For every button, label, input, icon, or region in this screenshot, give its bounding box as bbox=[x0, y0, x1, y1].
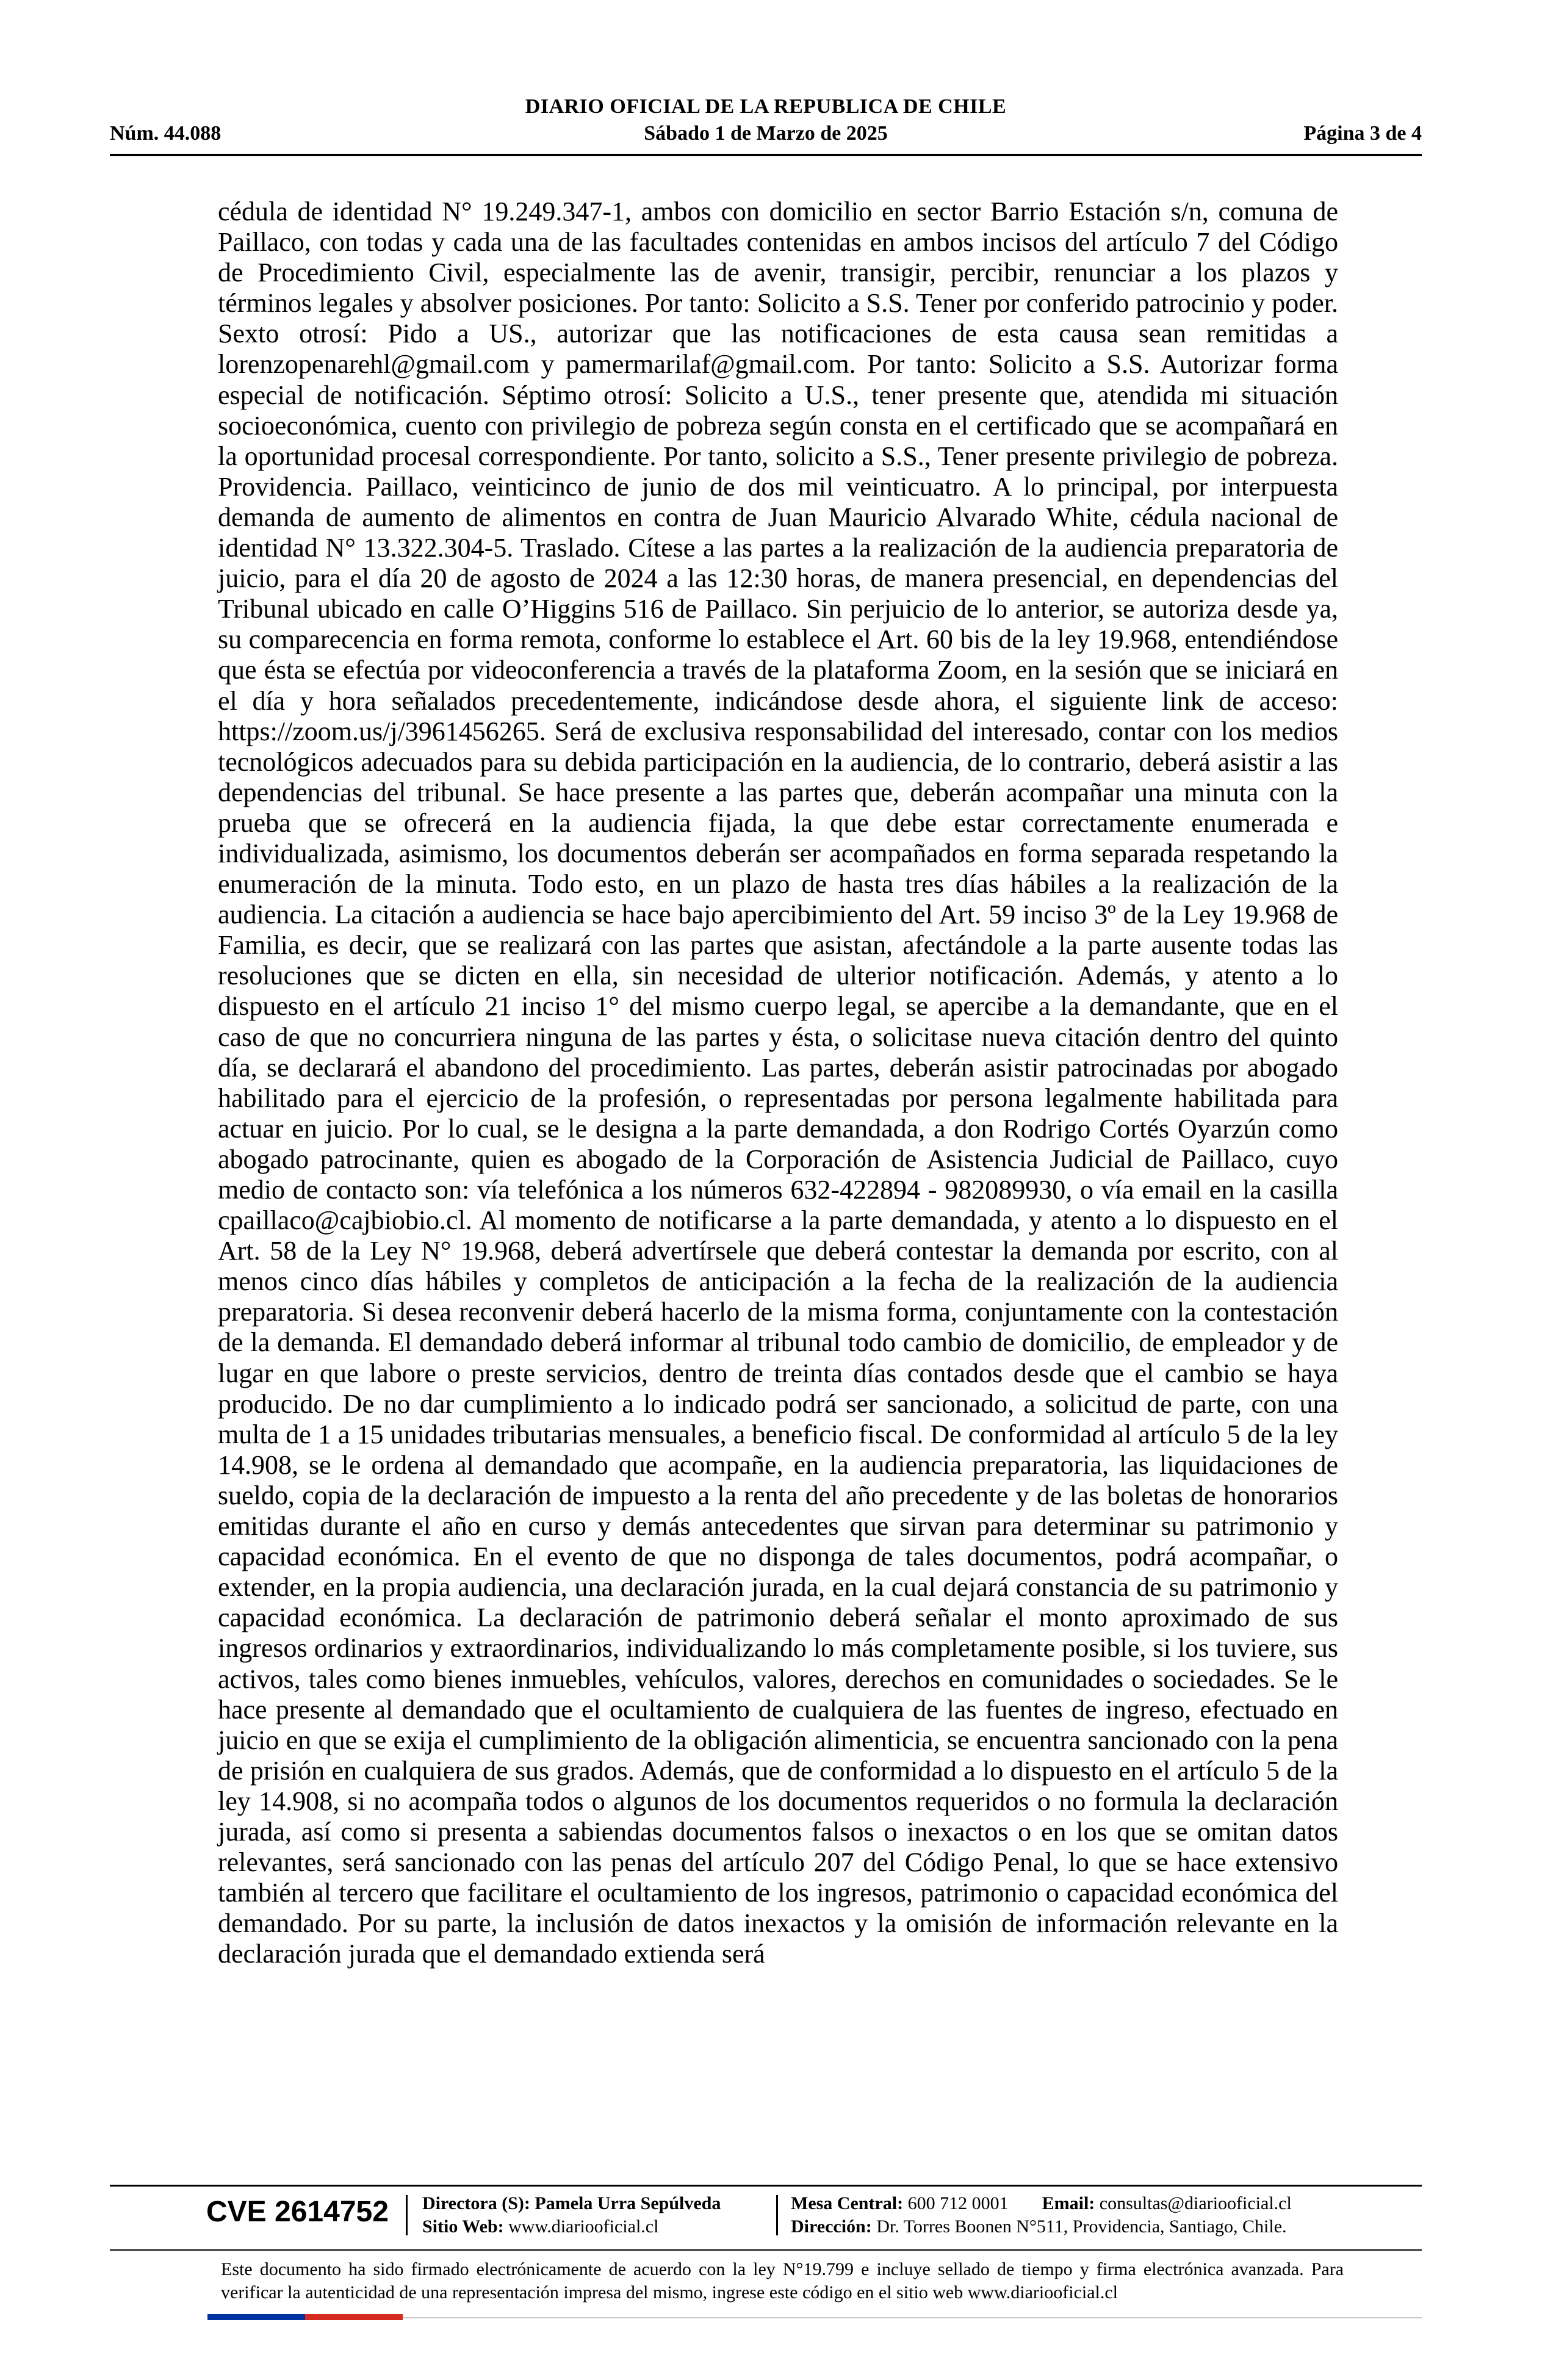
document-body bbox=[218, 197, 1338, 1969]
footer-separator-1 bbox=[406, 2195, 408, 2235]
website-link[interactable]: www.diariooficial.cl bbox=[508, 2216, 659, 2237]
mesa-central-phone: 600 712 0001 bbox=[907, 2193, 1009, 2213]
chile-flag-stripe bbox=[207, 2314, 403, 2320]
cve-code: CVE 2614752 bbox=[206, 2196, 389, 2228]
flag-red-segment bbox=[305, 2314, 403, 2320]
director-label: Directora (S): bbox=[422, 2193, 530, 2213]
email-link[interactable]: consultas@diariooficial.cl bbox=[1099, 2193, 1292, 2213]
flag-blue-segment bbox=[207, 2314, 305, 2320]
footer-divider-middle bbox=[110, 2249, 1422, 2251]
address-label: Dirección: bbox=[791, 2216, 872, 2237]
signature-disclaimer: Este documento ha sido firmado electrónicamente de acuerdo con la ley N°19.799 e incluye sellado de tiempo y firma electrónica avanzada. Para verificar la autenticidad de una representación impresa del mismo, ingrese este código en el sitio web www.diariooficial.cl bbox=[221, 2259, 1344, 2302]
journal-title: DIARIO OFICIAL DE LA REPUBLICA DE CHILE bbox=[525, 95, 1007, 118]
footer-contact-left bbox=[422, 2192, 721, 2238]
footer-contact-right bbox=[791, 2192, 1292, 2238]
email-label: Email: bbox=[1042, 2193, 1095, 2213]
page-header bbox=[110, 92, 1422, 146]
header-divider bbox=[110, 154, 1422, 156]
issue-number: Núm. 44.088 bbox=[110, 122, 222, 145]
page-indicator: Página 3 de 4 bbox=[1303, 122, 1422, 145]
mesa-central-label: Mesa Central: bbox=[791, 2193, 904, 2213]
address-value: Dr. Torres Boonen N°511, Providencia, Santiago, Chile. bbox=[876, 2216, 1287, 2237]
website-label: Sitio Web: bbox=[422, 2216, 504, 2237]
issue-date: Sábado 1 de Marzo de 2025 bbox=[644, 122, 888, 145]
footer-divider-bottom bbox=[403, 2317, 1422, 2318]
footer-separator-2 bbox=[776, 2195, 778, 2235]
footer-divider-top bbox=[110, 2185, 1422, 2187]
director-name: Pamela Urra Sepúlveda bbox=[535, 2193, 721, 2213]
body-paragraph: cédula de identidad N° 19.249.347-1, ambos con domicilio en sector Barrio Estación s/n, comuna de Paillaco, con todas y cada una de las facultades contenidas en ambos incisos del artículo 7 del Código de Procedimiento Civil, especialmente las de avenir, transigir, percibir, renunciar a los plazos y términos legales y absolver posiciones. Por tanto: Solicito a S.S. Tener por conferido patrocinio y poder. Sexto otrosí: Pido a US., autorizar que las notificaciones de esta causa sean remitidas a lorenzopenarehl@gmail.com y pamermarilaf@gmail.com. Por tanto: Solicito a S.S. Autorizar forma especial de notificación. Séptimo otrosí: Solicito a U.S., tener presente que, atendida mi situación socioeconómica, cuento con privilegio de pobreza según consta en el certificado que se acompañará en la oportunidad procesal correspondiente. Por tanto, solicito a S.S., Tener presente privilegio de pobreza. Providencia. Paillaco, veinticinco de junio de dos mil veinticuatro. A lo principal, por interpuesta demanda de aumento de alimentos en contra de Juan Mauricio Alvarado White, cédula nacional de identidad N° 13.322.304-5. Traslado. Cítese a las partes a la realización de la audiencia preparatoria de juicio, para el día 20 de agosto de 2024 a las 12:30 horas, de manera presencial, en dependencias del Tribunal ubicado en calle O’Higgins 516 de Paillaco. Sin perjuicio de lo anterior, se autoriza desde ya, su comparecencia en forma remota, conforme lo establece el Art. 60 bis de la ley 19.968, entendiéndose que ésta se efectúa por videoconferencia a través de la plataforma Zoom, en la sesión que se iniciará en el día y hora señalados precedentemente, indicándose desde ahora, el siguiente link de acceso: https://zoom.us/j/3961456265. Será de exclusiva responsabilidad del interesado, contar con los medios tecnológicos adecuados para su debida participación en la audiencia, de lo contrario, deberá asistir a las dependencias del tribunal. Se hace presente a las partes que, deberán acompañar una minuta con la prueba que se ofrecerá en la audiencia fijada, la que debe estar correctamente enumerada e individualizada, asimismo, los documentos deberán ser acompañados en forma separada respetando la enumeración de la minuta. Todo esto, en un plazo de hasta tres días hábiles a la realización de la audiencia. La citación a audiencia se hace bajo apercibimiento del Art. 59 inciso 3º de la Ley 19.968 de Familia, es decir, que se realizará con las partes que asistan, afectándole a la parte ausente todas las resoluciones que se dicten en ella, sin necesidad de ulterior notificación. Además, y atento a lo dispuesto en el artículo 21 inciso 1° del mismo cuerpo legal, se apercibe a la demandante, que en el caso de que no concurriera ninguna de las partes y ésta, o solicitase nueva citación dentro del quinto día, se declarará el abandono del procedimiento. Las partes, deberán asistir patrocinadas por abogado habilitado para el ejercicio de la profesión, o representadas por persona legalmente habilitada para actuar en juicio. Por lo cual, se le designa a la parte demandada, a don Rodrigo Cortés Oyarzún como abogado patrocinante, quien es abogado de la Corporación de Asistencia Judicial de Paillaco, cuyo medio de contacto son: vía telefónica a los números 632-422894 - 982089930, o vía email en la casilla cpaillaco@cajbiobio.cl. Al momento de notificarse a la parte demandada, y atento a lo dispuesto en el Art. 58 de la Ley N° 19.968, deberá advertírsele que deberá contestar la demanda por escrito, con al menos cinco días hábiles y completos de anticipación a la fecha de la realización de la audiencia preparatoria. Si desea reconvenir deberá hacerlo de la misma forma, conjuntamente con la contestación de la demanda. El demandado deberá informar al tribunal todo cambio de domicilio, de empleador y de lugar en que labore o preste servicios, dentro de treinta días contados desde que el cambio se haya producido. De no dar cumplimiento a lo indicado podrá ser sancionado, a solicitud de parte, con una multa de 1 a 15 unidades tributarias mensuales, a beneficio fiscal. De conformidad al artículo 5 de la ley 14.908, se le ordena al demandado que acompañe, en la audiencia preparatoria, las liquidaciones de sueldo, copia de la declaración de impuesto a la renta del año precedente y de las boletas de honorarios emitidas durante el año en curso y demás antecedentes que sirvan para determinar su patrimonio y capacidad económica. En el evento de que no disponga de tales documentos, podrá acompañar, o extender, en la propia audiencia, una declaración jurada, en la cual dejará constancia de su patrimonio y capacidad económica. La declaración de patrimonio deberá señalar el monto aproximado de sus ingresos ordinarios y extraordinarios, individualizando lo más completamente posible, si los tuviere, sus activos, tales como bienes inmuebles, vehículos, valores, derechos en comunidades o sociedades. Se le hace presente al demandado que el ocultamiento de cualquiera de las fuentes de ingreso, efectuado en juicio en que se exija el cumplimiento de la obligación alimenticia, se encuentra sancionado con la pena de prisión en cualquiera de sus grados. Además, que de conformidad a lo dispuesto en el artículo 5 de la ley 14.908, si no acompaña todos o algunos de los documentos requeridos o no formula la declaración jurada, así como si presenta a sabiendas documentos falsos o inexactos o en los que se omitan datos relevantes, será sancionado con las penas del artículo 207 del Código Penal, lo que se hace extensivo también al tercero que facilitare el ocultamiento de los ingresos, patrimonio o capacidad económica del demandado. Por su parte, la inclusión de datos inexactos y la omisión de información relevante en la declaración jurada que el demandado extienda será bbox=[218, 197, 1338, 1969]
